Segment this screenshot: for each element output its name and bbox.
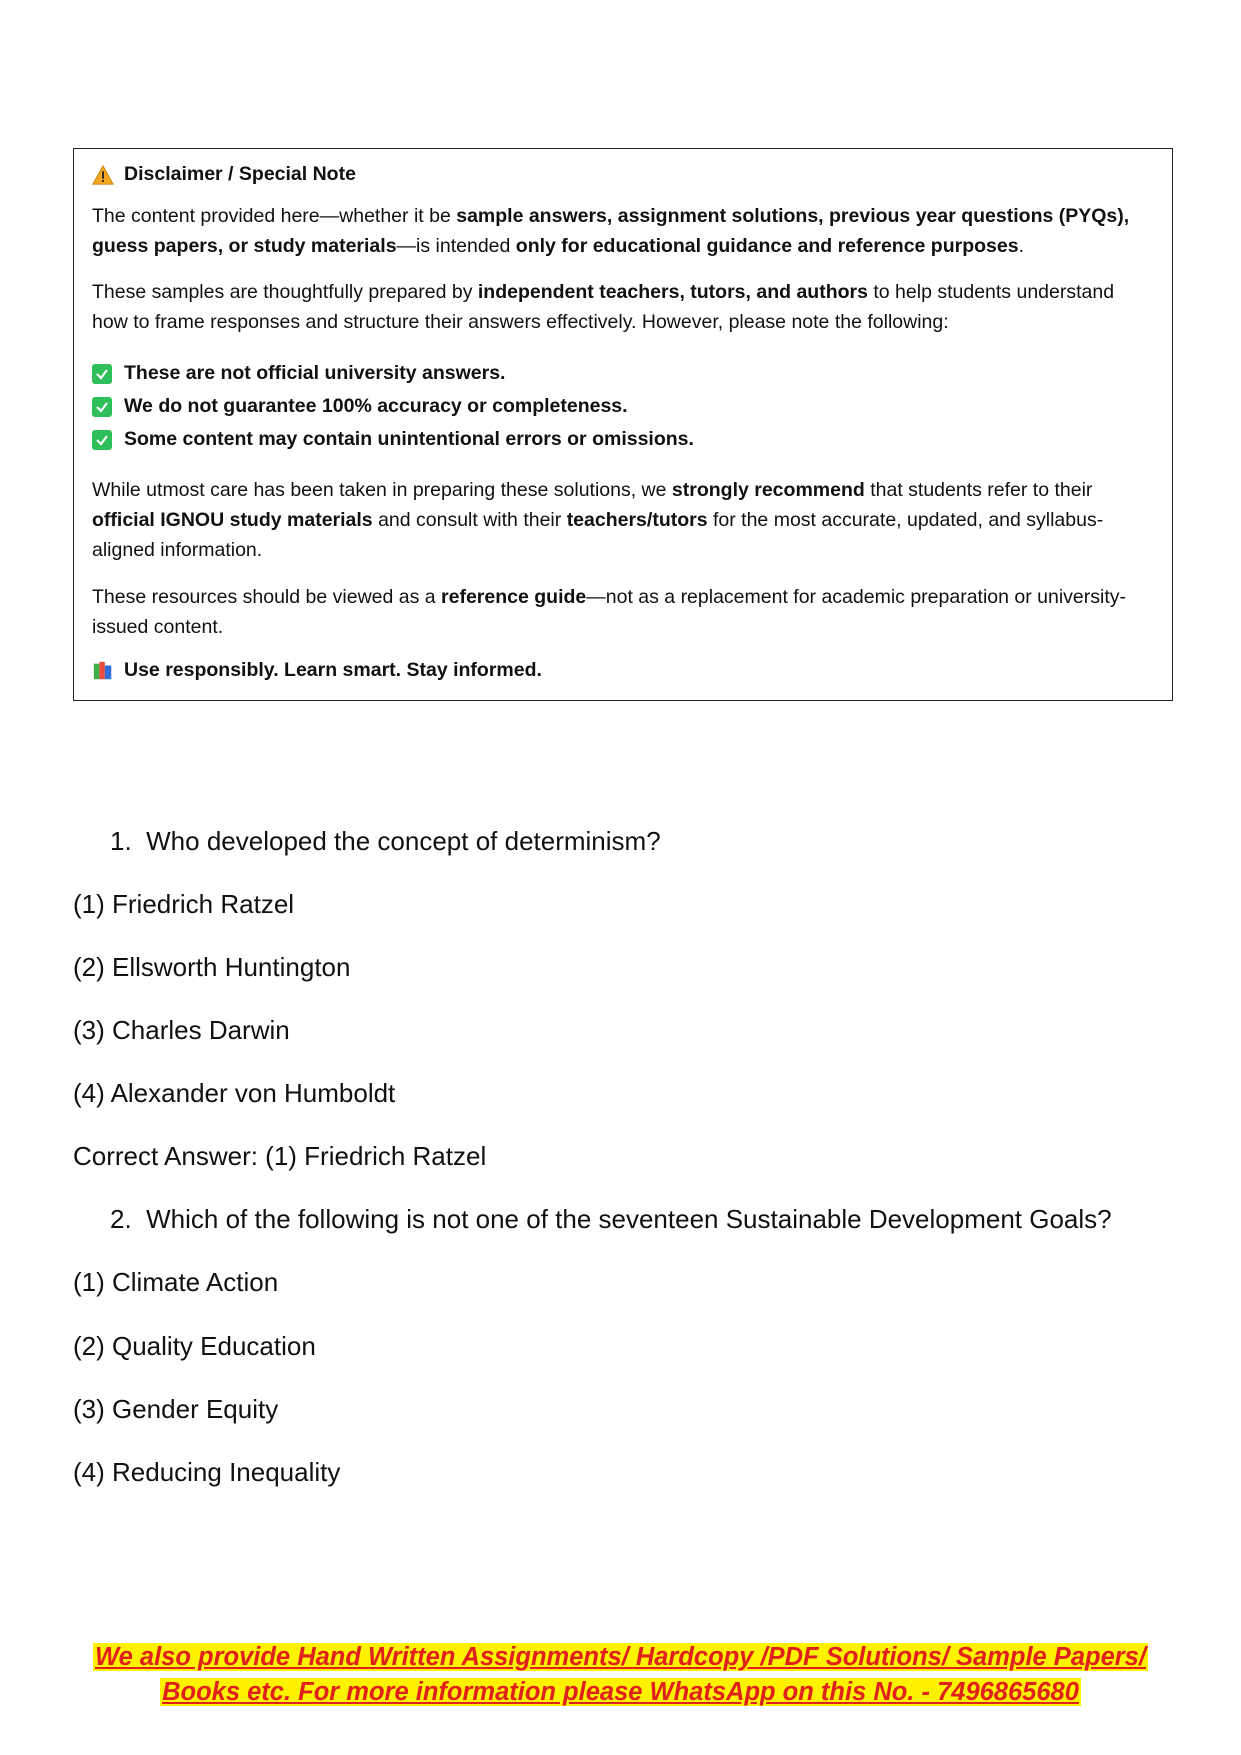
question-number: 2. xyxy=(110,1204,132,1234)
warning-icon xyxy=(92,164,114,186)
option: (1) Climate Action xyxy=(73,1267,279,1297)
question-2 xyxy=(110,1204,1112,1235)
question-number: 1. xyxy=(110,826,132,856)
books-icon xyxy=(92,660,114,682)
promo-footer xyxy=(0,1640,1241,1710)
promo-line-2: Books etc. For more information please WhatsApp on this No. - 7496865680 xyxy=(162,1678,1079,1706)
option: (3) Gender Equity xyxy=(73,1394,279,1424)
check-item: We do not guarantee 100% accuracy or completeness. xyxy=(92,395,628,418)
disclaimer-paragraph-1: The content provided here—whether it be sample answers, assignment solutions, previous year questions (PYQs), guess papers, or study materials—is intended only for educational guidance and reference purposes. xyxy=(92,205,1130,257)
disclaimer-title-text: Disclaimer / Special Note xyxy=(124,163,356,185)
check-item: Some content may contain unintentional errors or omissions. xyxy=(92,428,694,451)
check-icon xyxy=(92,397,112,417)
option: (1) Friedrich Ratzel xyxy=(73,889,295,919)
check-icon xyxy=(92,364,112,384)
question-1 xyxy=(110,826,661,857)
correct-answer: Correct Answer: (1) Friedrich Ratzel xyxy=(73,1141,487,1171)
disclaimer-paragraph-3: While utmost care has been taken in preparing these solutions, we strongly recommend that students refer to their official IGNOU study materials and consult with their teachers/tutors for the most accurate, updated, and syllabus-aligned information. xyxy=(92,479,1104,561)
option: (2) Quality Education xyxy=(73,1331,316,1361)
promo-line-1: We also provide Hand Written Assignments/ Hardcopy /PDF Solutions/ Sample Papers/ xyxy=(95,1643,1146,1671)
disclaimer-title xyxy=(92,163,356,186)
disclaimer-paragraph-4: These resources should be viewed as a reference guide—not as a replacement for academic preparation or university-issued content. xyxy=(92,586,1127,638)
option: (2) Ellsworth Huntington xyxy=(73,952,351,982)
disclaimer-box xyxy=(73,148,1173,701)
closing-line: Use responsibly. Learn smart. Stay informed. xyxy=(92,659,542,682)
option: (4) Alexander von Humboldt xyxy=(73,1078,396,1108)
check-icon xyxy=(92,430,112,450)
option: (3) Charles Darwin xyxy=(73,1015,290,1045)
disclaimer-paragraph-2: These samples are thoughtfully prepared by independent teachers, tutors, and authors to help students understand how to frame responses and structure their answers effectively. However, please note the following: xyxy=(92,281,1115,333)
question-text: Who developed the concept of determinism? xyxy=(146,826,661,856)
option: (4) Reducing Inequality xyxy=(73,1457,341,1487)
question-text: Which of the following is not one of the seventeen Sustainable Development Goals? xyxy=(146,1204,1112,1234)
check-item: These are not official university answers. xyxy=(92,362,505,385)
